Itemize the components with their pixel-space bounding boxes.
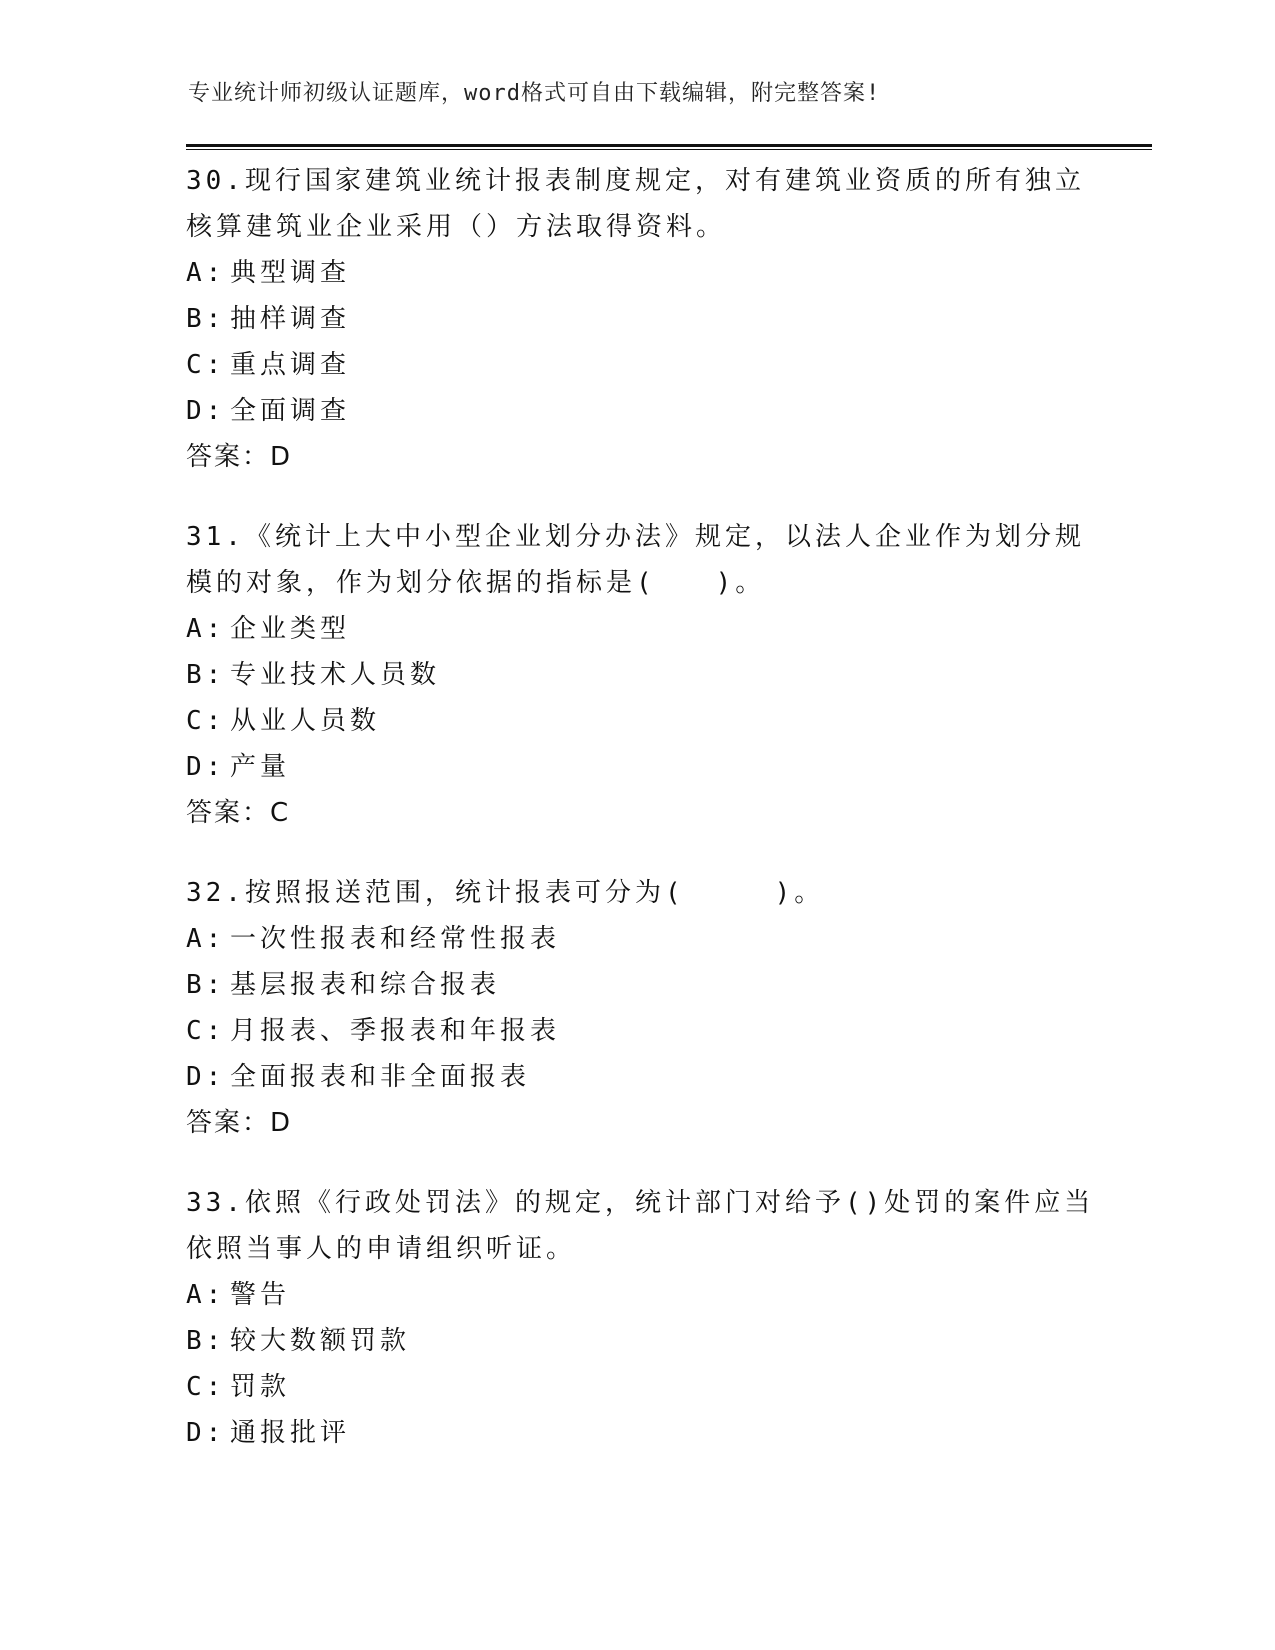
option-c xyxy=(186,342,1106,388)
option-text: 全面调查 xyxy=(230,396,351,426)
option-d xyxy=(186,1054,1106,1100)
option-letter: C: xyxy=(186,1372,226,1402)
header-divider xyxy=(186,144,1152,150)
option-a xyxy=(186,250,1106,296)
option-letter: D: xyxy=(186,396,226,426)
option-c xyxy=(186,698,1106,744)
option-text: 较大数额罚款 xyxy=(230,1326,411,1356)
answer-line: 答案：D xyxy=(186,1108,293,1138)
option-c xyxy=(186,1008,1106,1054)
option-b xyxy=(186,296,1106,342)
option-d xyxy=(186,388,1106,434)
answer-line: 答案：C xyxy=(186,798,291,828)
question-32 xyxy=(186,870,1106,1146)
option-letter: B: xyxy=(186,660,226,690)
page-header: 专业统计师初级认证题库，word格式可自由下载编辑，附完整答案! xyxy=(188,81,881,106)
answer-line: 答案：D xyxy=(186,442,293,472)
option-letter: D: xyxy=(186,1062,226,1092)
option-text: 抽样调查 xyxy=(230,304,351,334)
option-text: 通报批评 xyxy=(230,1418,351,1448)
option-text: 警告 xyxy=(230,1280,291,1310)
option-letter: B: xyxy=(186,970,226,1000)
option-text: 产量 xyxy=(230,752,291,782)
option-a xyxy=(186,1272,1106,1318)
option-letter: B: xyxy=(186,1326,226,1356)
option-b xyxy=(186,962,1106,1008)
option-text: 月报表、季报表和年报表 xyxy=(230,1016,561,1046)
question-33 xyxy=(186,1180,1106,1456)
option-text: 重点调查 xyxy=(230,350,351,380)
option-text: 一次性报表和经常性报表 xyxy=(230,924,561,954)
question-30 xyxy=(186,158,1106,480)
option-letter: B: xyxy=(186,304,226,334)
option-letter: D: xyxy=(186,752,226,782)
option-text: 罚款 xyxy=(230,1372,291,1402)
question-text: 30.现行国家建筑业统计报表制度规定，对有建筑业资质的所有独立核算建筑业企业采用（）方法取得资料。 xyxy=(186,166,1085,242)
option-text: 典型调查 xyxy=(230,258,351,288)
option-letter: C: xyxy=(186,350,226,380)
option-c xyxy=(186,1364,1106,1410)
option-d xyxy=(186,744,1106,790)
option-letter: D: xyxy=(186,1418,226,1448)
question-text: 31.《统计上大中小型企业划分办法》规定，以法人企业作为划分规模的对象，作为划分依据的指标是( )。 xyxy=(186,522,1085,598)
option-text: 全面报表和非全面报表 xyxy=(230,1062,531,1092)
option-letter: A: xyxy=(186,258,226,288)
question-31 xyxy=(186,514,1106,836)
option-d xyxy=(186,1410,1106,1456)
question-text: 33.依照《行政处罚法》的规定，统计部门对给予()处罚的案件应当依照当事人的申请组织听证。 xyxy=(186,1188,1095,1264)
option-text: 专业技术人员数 xyxy=(230,660,441,690)
option-b xyxy=(186,652,1106,698)
option-text: 基层报表和综合报表 xyxy=(230,970,501,1000)
option-letter: A: xyxy=(186,924,226,954)
option-letter: A: xyxy=(186,614,226,644)
option-letter: C: xyxy=(186,1016,226,1046)
option-text: 企业类型 xyxy=(230,614,351,644)
option-letter: C: xyxy=(186,706,226,736)
option-a xyxy=(186,606,1106,652)
option-a xyxy=(186,916,1106,962)
option-b xyxy=(186,1318,1106,1364)
question-list xyxy=(186,158,1106,1490)
option-text: 从业人员数 xyxy=(230,706,381,736)
option-letter: A: xyxy=(186,1280,226,1310)
question-text: 32.按照报送范围，统计报表可分为( )。 xyxy=(186,878,825,908)
